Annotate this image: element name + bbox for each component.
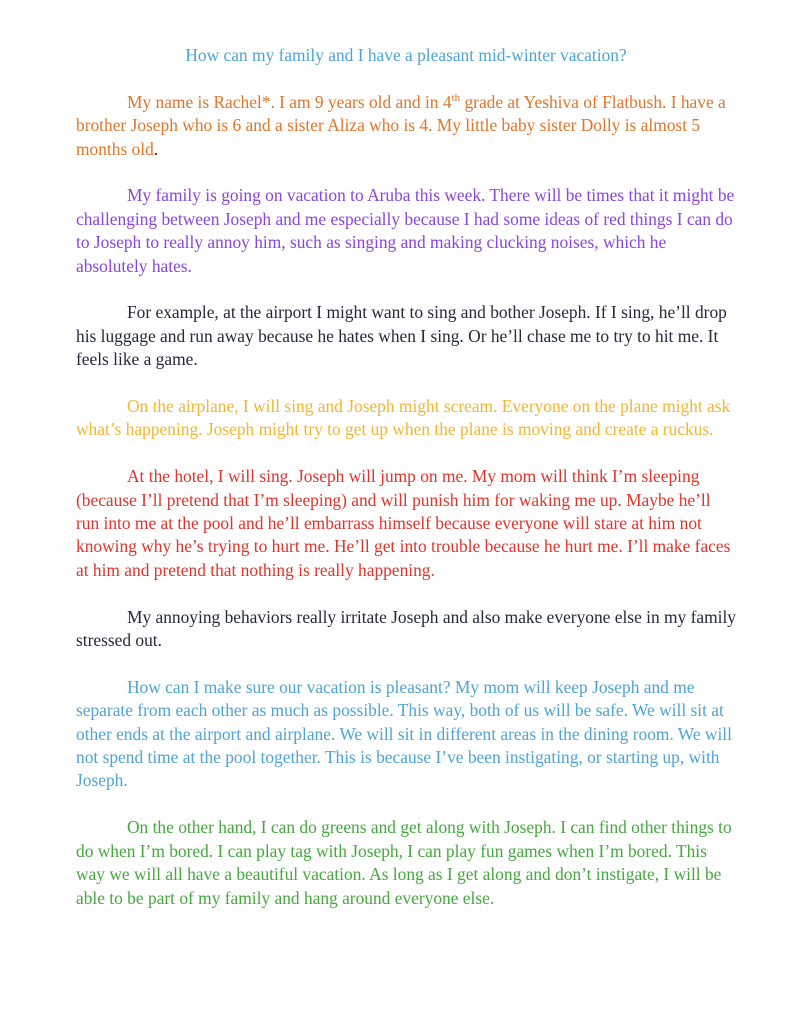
document-page	[76, 44, 736, 910]
paragraph-other-hand: On the other hand, I can do greens and get along with Joseph. I can find other things to do when I’m bored. I can play tag with Joseph, I can play fun games when I’m bored. This way we will all have a beautiful vacation. As long as I get along and don’t instigate, I will be able to be part of my family and hang around everyone else.	[76, 817, 732, 908]
paragraph-vacation: My family is going on vacation to Aruba this week. There will be times that it might be challenging between Joseph and me especially because I had some ideas of red things I can do to Joseph to really annoy him, such as singing and making clucking noises, which he absolutely hates.	[76, 185, 735, 276]
paragraph-annoying: My annoying behaviors really irritate Joseph and also make everyone else in my family stressed out.	[76, 606, 736, 651]
paragraph-intro	[76, 91, 736, 161]
paragraph-airplane: On the airplane, I will sing and Joseph might scream. Everyone on the plane might ask what’s happening. Joseph might try to get up when the plane is moving and create a ruckus.	[76, 396, 731, 440]
document-title: How can my family and I have a pleasant mid-winter vacation?	[185, 45, 627, 65]
intro-text-end: grade at Yeshiva of Flatbush. I have a brother Joseph who is 6 and a sister Aliza who is 4. My little baby sister Dolly is almost 5 months old	[76, 91, 726, 159]
paragraph-pleasant: How can I make sure our vacation is pleasant? My mom will keep Joseph and me separate from each other as much as possible. This way, both of us will be safe. We will sit at other ends at the airport and airplane. We will sit in different areas in the dining room. We will not spend time at the pool together. This is because I’ve been instigating, or starting up, with Joseph.	[76, 676, 732, 791]
intro-superscript: th	[451, 92, 461, 104]
paragraph-hotel: At the hotel, I will sing. Joseph will jump on me. My mom will think I’m sleeping (because I’ll pretend that I’m sleeping) and will punish him for waking me up. Maybe he’ll run into me at the pool and he’ll embarrass himself because everyone will stare at him not knowing why he’s trying to hurt me. He’ll get into trouble because he hurt me. I’ll make faces at him and pretend that nothing is really happening.	[76, 466, 731, 580]
intro-text-start: My name is Rachel*. I am 9 years old and in 4	[127, 91, 452, 112]
paragraph-airport: For example, at the airport I might want to sing and bother Joseph. If I sing, he’ll drop his luggage and run away because he hates when I sing. Or he’ll chase me to try to hit me. It feels like a game.	[76, 302, 727, 370]
intro-period: .	[153, 138, 159, 159]
